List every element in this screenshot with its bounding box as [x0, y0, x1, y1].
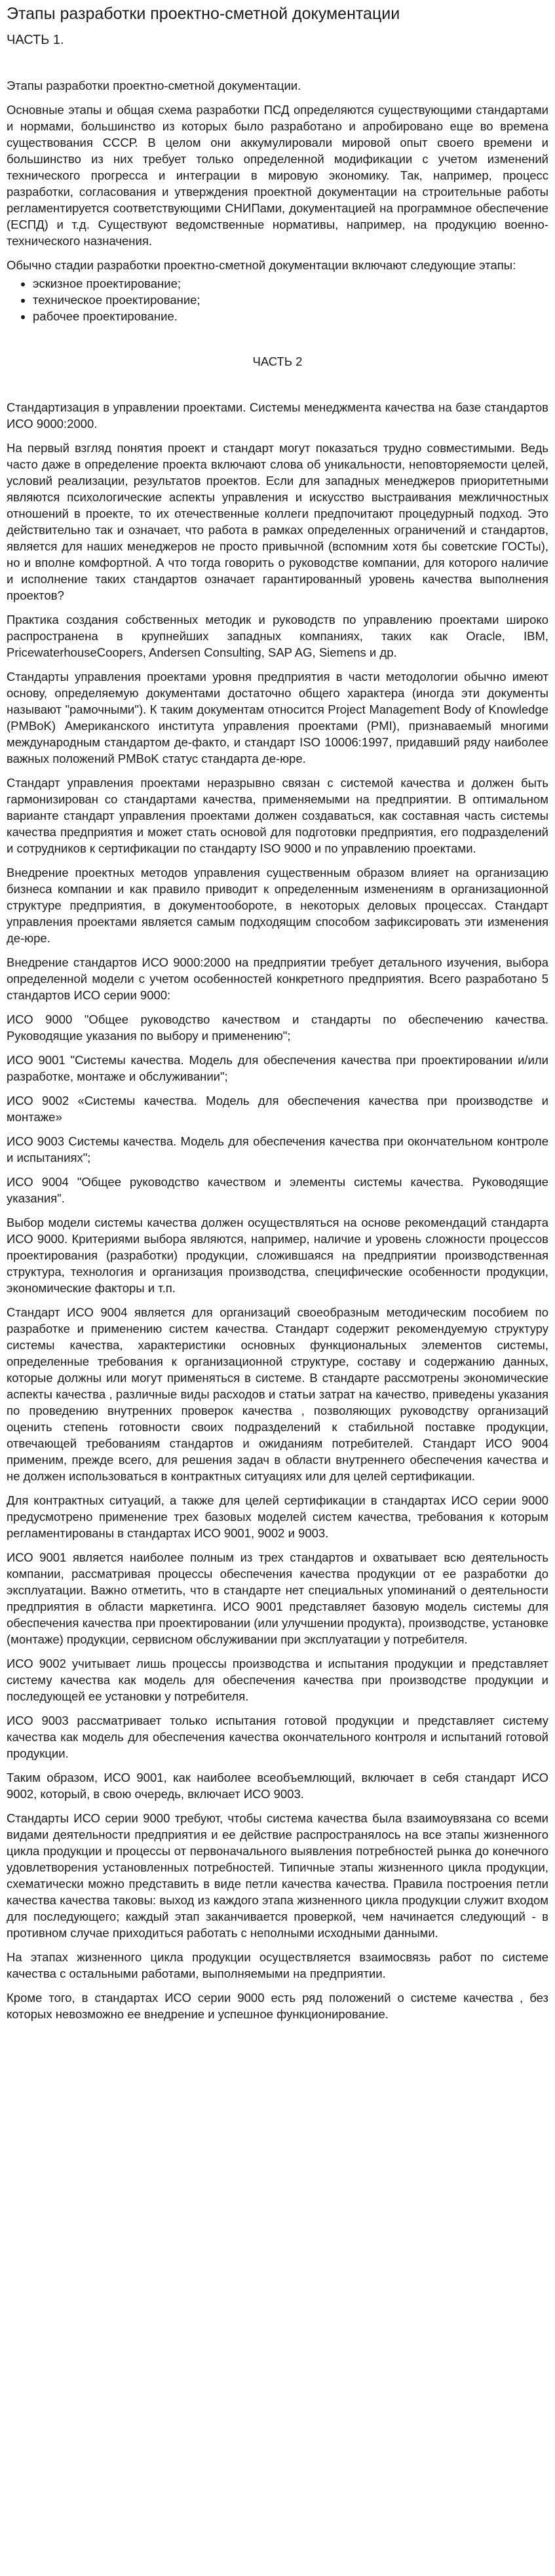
paragraph-quality-loop: Стандарты ИСО серии 9000 требуют, чтобы система качества была взаимоувязана со всеми видами деятельности предприятия и ее действие распространялось на все этапы жизненного цикла продукции и процессы от первоначального выявления потребностей рынка до конечного удовлетворения установленных потребностей. Типичные этапы жизненного цикла продукции, схематически можно представить в виде петли качества качества. Правила построения петли качества качества таковы: выход из каждого этапа жизненного цикла продукции служит входом для последующего; каждый этап заканчивается проверкой, чем начинается следующий - в противном случае приходиться работать с неполными исходными данными.: [7, 1811, 548, 1940]
stage-item-technical: • техническое проектирование;: [33, 292, 548, 308]
paragraph-iso-9001: ИСО 9001 является наиболее полным из трех стандартов и охватывает всю деятельность компании, рассматривая процессы обеспечения качества продукции от ее разработки до эксплуатации. Важно отметить, что в стандарте нет специальных упоминаний о деятельности предприятия в области маркетинга. ИСО 9001 представляет базовую модель системы для обеспечения качества при проектировании (или улучшении продукта), производстве, установке (монтаже) продукции, сервисном обслуживании при эксплуатации у потребителя.: [7, 1550, 548, 1646]
paragraph-final: Кроме того, в стандартах ИСО серии 9000 есть ряд положений о системе качества , без которых невозможно ее внедрение и успешное функционирование.: [7, 1991, 548, 2021]
paragraph-company-practices: Практика создания собственных методик и руководств по управлению проектами широко распространена в крупнейших западных компаниях, таких как Oracle, IBM, PricewaterhouseCoopers, Andersen Consulting, SAP AG, Siemens и др.: [7, 613, 548, 659]
iso-9002-item: ИСО 9002 «Системы качества. Модель для обеспечения качества при производстве и монтаже»: [7, 1094, 548, 1124]
paragraph-model-selection: Выбор модели системы качества должен осуществляться на основе рекомендаций стандарта ИСО 9000. Критериями выбора являются, например, наличие и уровень сложности процессов проектирования (разработки) продукции, сложившаяся на предприятии производственная структура, технология и организация производства, специфические особенности продукции, экономические факторы и т.п.: [7, 1216, 548, 1295]
iso-9004-item: ИСО 9004 "Общее руководство качеством и элементы системы качества. Руководящие указания".: [7, 1175, 548, 1205]
paragraph-iso-9000-series: Внедрение стандартов ИСО 9000:2000 на предприятии требует детального изучения, выбора определенной модели с учетом особенностей конкретного предприятия. Всего разработано 5 стандартов ИСО серии 9000:: [7, 955, 548, 1002]
stage-item-sketch: • эскизное проектирование;: [33, 275, 548, 292]
iso-9001-item: ИСО 9001 "Системы качества. Модель для обеспечения качества при проектировании и/или разработке, монтаже и обслуживании";: [7, 1053, 548, 1083]
iso-9003-item: ИСО 9003 Системы качества. Модель для обеспечения качества при окончательном контроле и испытаниях";: [7, 1134, 548, 1164]
paragraph-iso-9004: Стандарт ИСО 9004 является для организаций своеобразным методическим пособием по разработке и применению систем качества. Стандарт содержит рекомендуемую структуру системы качества, характеристики основных функциональных элементов системы, определенные требования к организационной структуре, составу и содержанию данных, которые должны или могут применяться в системе. В стандарте рассмотрены экономические аспекты качества , различные виды расходов и статьи затрат на качество, приведены указания по проведению внутренних проверок качества , позволяющих руководству организаций оценить степень готовности своих подразделений к стабильной поставке продукции, отвечающей требованиям стандартов и ожиданиям потребителей. Стандарт ИСО 9004 применим, прежде всего, для решения задач в области внутреннего обеспечения качества и не должен использоваться в контрактных ситуациях или для целей сертификации.: [7, 1305, 548, 1483]
part2-heading-paragraph: Стандартизация в управлении проектами. Системы менеджмента качества на базе стандартов ИСО 9000:2000.: [7, 400, 548, 431]
paragraph-lifecycle-link: На этапах жизненного цикла продукции осуществляется взаимосвязь работ по системе качества с остальными работами, выполняемыми на предприятии.: [7, 1950, 548, 1980]
stages-list: [7, 275, 548, 324]
paragraph-iso-inclusion: Таким образом, ИСО 9001, как наиболее всеобъемлющий, включает в себя стандарт ИСО 9002, который, в свою очередь, включает ИСО 9003.: [7, 1771, 548, 1801]
part1-heading: Этапы разработки проектно-сметной документации.: [7, 79, 301, 92]
paragraph-contract-situations: Для контрактных ситуаций, а также для целей сертификации в стандартах ИСО серии 9000 предусмотрено применение трех базовых моделей систем качества, требования к которым регламентированы в стандартах ИСО 9001, 9002 и 9003.: [7, 1493, 548, 1540]
iso-9000-item: ИСО 9000 "Общее руководство качеством и стандарты по обеспечению качества. Руководящие указания по выбору и применению";: [7, 1012, 548, 1043]
paragraph-quality-system: Стандарт управления проектами неразрывно связан с системой качества и должен быть гармонизирован со стандартами качества, применяемыми на предприятии. В оптимальном варианте стандарт управления проектами должен создаваться, как составная часть системы качества предприятия и может стать основой для подготовки предприятия, его подразделений и сотрудников к сертификации по стандарту ISO 9000 и по управлению проектами.: [7, 776, 548, 855]
stage-item-working: • рабочее проектирование.: [33, 308, 548, 324]
paragraph-project-vs-standard: На первый взгляд понятия проект и стандарт могут показаться трудно совместимыми. Ведь часто даже в определение проекта включают слова об уникальности, неповторяемости целей, условий реализации, результатов проектов. Если для западных менеджеров приоритетными являются психологические аспекты управления и искусство выстраивания межличностных отношений в проекте, то их отечественные коллеги предпочитают процедурный подход. Это действительно так и означает, что работа в рамках определенных ограничений и стандартов, является для наших менеджеров не просто привычной (вспомним хотя бы советские ГОСТы), но и вполне комфортной. А что тогда говорить о руководстве компании, для которого наличие и исполнение таких стандартов означает гарантированный уровень качества выполнения проектов?: [7, 441, 548, 602]
paragraph-implementation: Внедрение проектных методов управления существенным образом влияет на организацию бизнеса компании и как правило приводит к определенным изменениям в организационной структуре предприятия, в документообороте, в некоторых деловых процессах. Стандарт управления проектами является самым подходящим способом зафиксировать эти изменения де-юре.: [7, 866, 548, 945]
part2-label: ЧАСТЬ 2: [252, 355, 303, 368]
part1-label: ЧАСТЬ 1.: [7, 33, 64, 47]
paragraph-pmbok: Стандарты управления проектами уровня предприятия в части методологии обычно имеют основу, определяемую документами достаточно общего характера (иногда эти документы называют "рамочными"). К таким документам относится Project Management Body of Knowledge (PMBoK) Американского института управления проектами (PMI), признаваемый многими международным стандартом де-факто, и стандарт ISO 10006:1997, придавший ряду наиболее важных положений PMBoK статус стандарта де-юре.: [7, 670, 548, 765]
stages-intro-paragraph: Обычно стадии разработки проектно-сметной документации включают следующие этапы:: [7, 258, 516, 272]
part1-intro-paragraph: Основные этапы и общая схема разработки ПСД определяются существующими стандартами и нормами, большинство из которых было разработано и апробировано еще во времена существования СССР. В целом они аккумулировали мировой опыт своего времени и большинство из них требует только определенной модификации с учетом изменений технического прогресса и интеграции в мировую экономику. Так, например, процесс разработки, согласования и утверждения проектной документации на строительные работы регламентируется соответствующими СНИПами, документацией на программное обеспечение (ЕСПД) и т.д. Существуют ведомственные нормативы, например, на продукцию военно-технического назначения.: [7, 103, 548, 248]
page-title: Этапы разработки проектно-сметной документации: [7, 5, 400, 23]
paragraph-iso-9003: ИСО 9003 рассматривает только испытания готовой продукции и представляет систему качества как модель для обеспечения качества окончательного контроля и испытаний готовой продукции.: [7, 1714, 548, 1760]
paragraph-iso-9002: ИСО 9002 учитывает лишь процессы производства и испытания продукции и представляет систему качества как модель для обеспечения качества при производстве продукции и последующей ее установки у потребителя.: [7, 1657, 548, 1703]
